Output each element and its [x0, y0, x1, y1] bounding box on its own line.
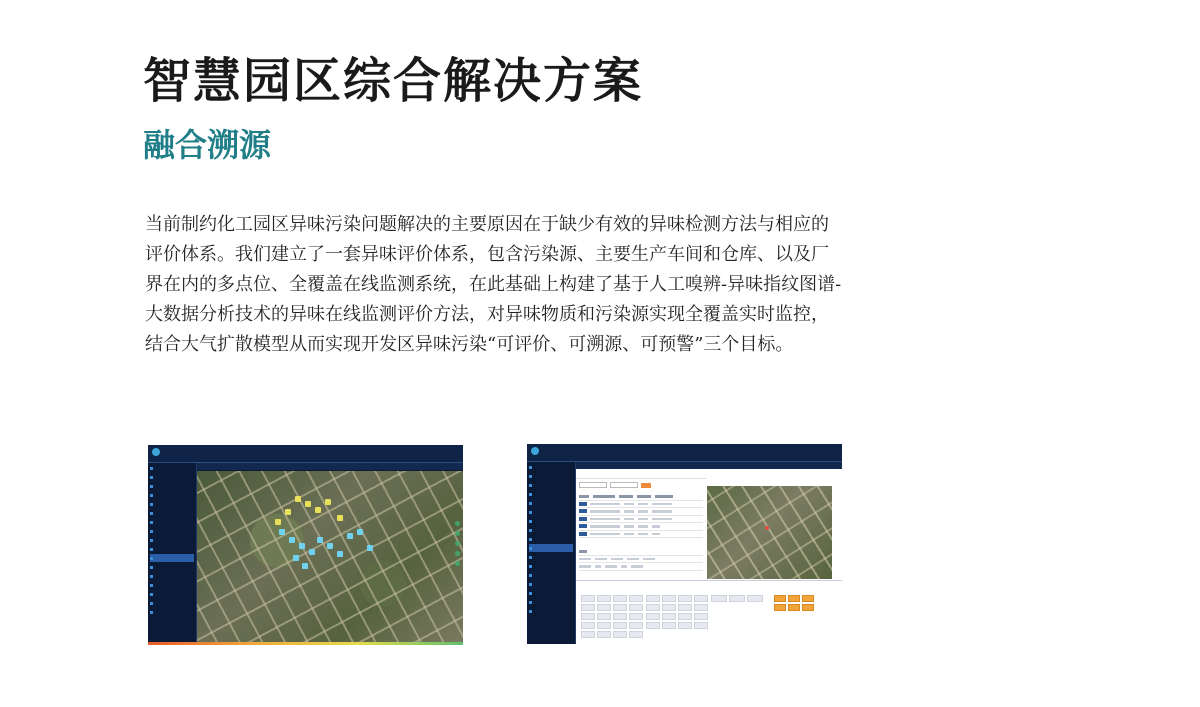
odor-fingerprint-grid	[576, 580, 842, 644]
section-subtitle: 融合溯源	[143, 126, 272, 164]
app-tabbar	[576, 462, 842, 469]
app-header	[527, 444, 842, 462]
body-paragraph: 当前制约化工园区异味污染问题解决的主要原因在于缺少有效的异味检测方法与相应的评价体系。我们建立了一套异味评价体系，包含污染源、主要生产车间和仓库、以及厂界在内的多点位、全覆盖在线监测系统，在此基础上构建了基于人工嗅辨-异味指纹图谱-大数据分析技术的异味在线监测评价方法，对异味物质和污染源实现全覆盖实时监控，结合大气扩散模型从而实现开发区异味污染“可评价、可溯源、可预警”三个目标。	[145, 214, 842, 355]
app-header	[148, 445, 463, 463]
app-logo-icon	[531, 447, 539, 455]
app-logo-icon	[152, 448, 160, 456]
satellite-map	[707, 486, 832, 579]
map-tool-icon	[455, 521, 460, 526]
map-pin-icon	[765, 526, 769, 530]
search-row	[576, 479, 706, 491]
screenshot-traceability	[527, 444, 842, 644]
app-sidebar	[527, 462, 576, 644]
result-table	[579, 493, 703, 538]
search-button-icon	[641, 483, 651, 488]
app-sidebar	[148, 463, 197, 645]
panel-header	[576, 470, 706, 479]
summary-table	[579, 548, 703, 571]
page-title: 智慧园区综合解决方案	[143, 53, 644, 109]
map-legend-bar	[148, 642, 463, 645]
satellite-map	[197, 471, 463, 645]
screenshot-map-monitoring	[148, 445, 463, 645]
app-tabbar	[197, 463, 463, 470]
map-toolbar	[455, 521, 460, 571]
